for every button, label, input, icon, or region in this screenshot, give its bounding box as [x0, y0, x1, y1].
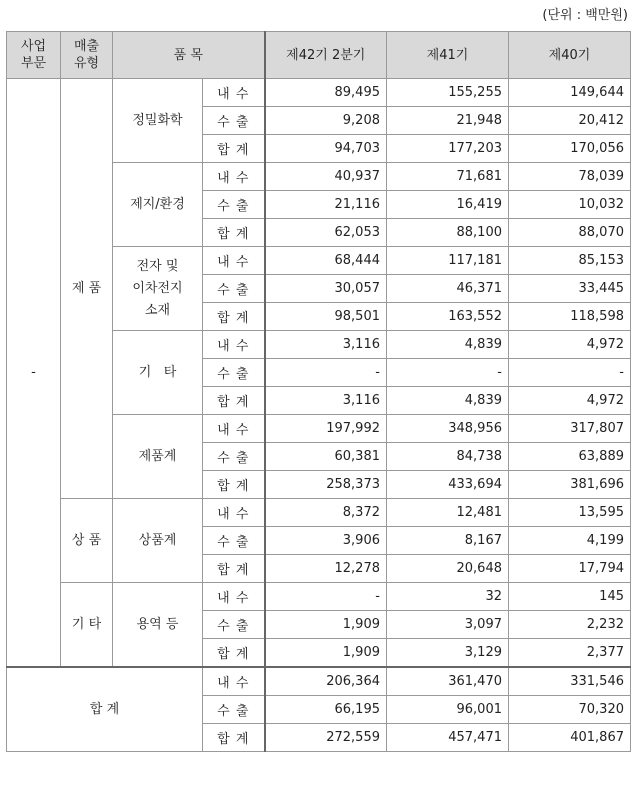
- item-other: 기 타: [113, 331, 203, 415]
- value-cell: 2,232: [509, 611, 631, 639]
- value-cell: 457,471: [387, 724, 509, 752]
- value-cell: 117,181: [387, 247, 509, 275]
- value-cell: 145: [509, 583, 631, 611]
- value-cell: 46,371: [387, 275, 509, 303]
- value-cell: 84,738: [387, 443, 509, 471]
- sub-label-export: 수 출: [203, 191, 265, 219]
- value-cell: 3,906: [265, 527, 387, 555]
- value-cell: 94,703: [265, 135, 387, 163]
- sub-label-total: 합 계: [203, 219, 265, 247]
- segment-cell: -: [7, 79, 61, 668]
- value-cell: 85,153: [509, 247, 631, 275]
- value-cell: 317,807: [509, 415, 631, 443]
- value-cell: 16,419: [387, 191, 509, 219]
- header-period-40: 제40기: [509, 32, 631, 79]
- value-cell: 20,648: [387, 555, 509, 583]
- value-cell: 1,909: [265, 639, 387, 668]
- value-cell: 197,992: [265, 415, 387, 443]
- value-cell: 21,116: [265, 191, 387, 219]
- item-paper-env: 제지/환경: [113, 163, 203, 247]
- sub-label-domestic: 내 수: [203, 247, 265, 275]
- table-row: [7, 667, 631, 696]
- value-cell: -: [509, 359, 631, 387]
- unit-label: (단위 : 백만원): [542, 8, 628, 23]
- sub-label-export: 수 출: [203, 443, 265, 471]
- table-row: [7, 79, 631, 107]
- value-cell: 149,644: [509, 79, 631, 107]
- value-cell: 68,444: [265, 247, 387, 275]
- sub-label-domestic: 내 수: [203, 499, 265, 527]
- value-cell: 361,470: [387, 667, 509, 696]
- value-cell: 206,364: [265, 667, 387, 696]
- value-cell: 4,839: [387, 387, 509, 415]
- value-cell: 170,056: [509, 135, 631, 163]
- value-cell: 66,195: [265, 696, 387, 724]
- sub-label-total: 합 계: [203, 555, 265, 583]
- value-cell: 60,381: [265, 443, 387, 471]
- value-cell: -: [387, 359, 509, 387]
- sales-table: [6, 31, 631, 752]
- sub-label-domestic: 내 수: [203, 79, 265, 107]
- value-cell: 177,203: [387, 135, 509, 163]
- value-cell: 155,255: [387, 79, 509, 107]
- value-cell: 63,889: [509, 443, 631, 471]
- value-cell: 62,053: [265, 219, 387, 247]
- value-cell: 88,070: [509, 219, 631, 247]
- value-cell: 89,495: [265, 79, 387, 107]
- header-period-41: 제41기: [387, 32, 509, 79]
- value-cell: 12,481: [387, 499, 509, 527]
- sub-label-total: 합 계: [203, 135, 265, 163]
- sub-label-domestic: 내 수: [203, 415, 265, 443]
- value-cell: 331,546: [509, 667, 631, 696]
- value-cell: 3,129: [387, 639, 509, 668]
- value-cell: 163,552: [387, 303, 509, 331]
- value-cell: 258,373: [265, 471, 387, 499]
- value-cell: 348,956: [387, 415, 509, 443]
- value-cell: 12,278: [265, 555, 387, 583]
- value-cell: 88,100: [387, 219, 509, 247]
- value-cell: 2,377: [509, 639, 631, 668]
- item-service: 용역 등: [113, 583, 203, 668]
- value-cell: 40,937: [265, 163, 387, 191]
- value-cell: 3,116: [265, 331, 387, 359]
- value-cell: 433,694: [387, 471, 509, 499]
- value-cell: 21,948: [387, 107, 509, 135]
- value-cell: 3,116: [265, 387, 387, 415]
- value-cell: 10,032: [509, 191, 631, 219]
- sales-type-merchandise: 상 품: [61, 499, 113, 583]
- value-cell: 4,199: [509, 527, 631, 555]
- sub-label-export: 수 출: [203, 275, 265, 303]
- item-electronics: 전자 및 이차전지 소재: [113, 247, 203, 331]
- value-cell: 78,039: [509, 163, 631, 191]
- value-cell: 8,372: [265, 499, 387, 527]
- header-period-42q2: 제42기 2분기: [265, 32, 387, 79]
- item-merch-total: 상품계: [113, 499, 203, 583]
- sub-label-domestic: 내 수: [203, 667, 265, 696]
- header-row: [7, 32, 631, 79]
- value-cell: 20,412: [509, 107, 631, 135]
- value-cell: 4,839: [387, 331, 509, 359]
- value-cell: 70,320: [509, 696, 631, 724]
- value-cell: 32: [387, 583, 509, 611]
- value-cell: 98,501: [265, 303, 387, 331]
- value-cell: 4,972: [509, 331, 631, 359]
- table-row: [7, 583, 631, 611]
- header-sales-type: 매출 유형: [61, 32, 113, 79]
- item-product-total: 제품계: [113, 415, 203, 499]
- item-fine-chem: 정밀화학: [113, 79, 203, 163]
- value-cell: 1,909: [265, 611, 387, 639]
- sub-label-export: 수 출: [203, 696, 265, 724]
- sub-label-export: 수 출: [203, 359, 265, 387]
- value-cell: 71,681: [387, 163, 509, 191]
- sub-label-total: 합 계: [203, 471, 265, 499]
- value-cell: 4,972: [509, 387, 631, 415]
- value-cell: 13,595: [509, 499, 631, 527]
- value-cell: 381,696: [509, 471, 631, 499]
- value-cell: 96,001: [387, 696, 509, 724]
- sales-type-product: 제 품: [61, 79, 113, 499]
- value-cell: 30,057: [265, 275, 387, 303]
- sub-label-domestic: 내 수: [203, 331, 265, 359]
- value-cell: 272,559: [265, 724, 387, 752]
- value-cell: -: [265, 359, 387, 387]
- sales-type-other: 기 타: [61, 583, 113, 668]
- sub-label-total: 합 계: [203, 303, 265, 331]
- sub-label-domestic: 내 수: [203, 163, 265, 191]
- value-cell: 33,445: [509, 275, 631, 303]
- sub-label-domestic: 내 수: [203, 583, 265, 611]
- value-cell: 118,598: [509, 303, 631, 331]
- sub-label-export: 수 출: [203, 527, 265, 555]
- value-cell: 17,794: [509, 555, 631, 583]
- sub-label-total: 합 계: [203, 724, 265, 752]
- sub-label-total: 합 계: [203, 639, 265, 668]
- header-segment: 사업 부문: [7, 32, 61, 79]
- header-item: 품 목: [113, 32, 265, 79]
- value-cell: 401,867: [509, 724, 631, 752]
- value-cell: 3,097: [387, 611, 509, 639]
- value-cell: -: [265, 583, 387, 611]
- value-cell: 8,167: [387, 527, 509, 555]
- table-row: [7, 499, 631, 527]
- value-cell: 9,208: [265, 107, 387, 135]
- grand-total-label: 합 계: [7, 667, 203, 752]
- sub-label-export: 수 출: [203, 107, 265, 135]
- sub-label-export: 수 출: [203, 611, 265, 639]
- sub-label-total: 합 계: [203, 387, 265, 415]
